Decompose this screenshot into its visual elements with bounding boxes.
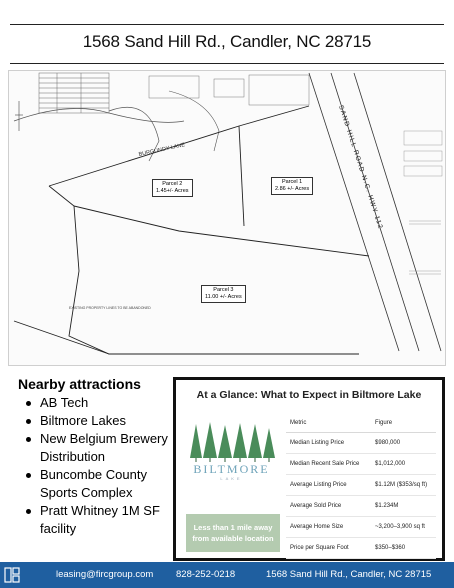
at-a-glance-panel — [173, 377, 445, 561]
biltmore-lake-logo — [184, 420, 279, 550]
trees-icon — [188, 422, 276, 462]
bullet-icon — [26, 473, 31, 478]
attractions-heading: Nearby attractions — [18, 376, 141, 392]
parcel-1-label: Parcel 1 2.86 +/- Acres — [271, 177, 313, 195]
bullet-icon — [26, 419, 31, 424]
top-rule — [10, 24, 444, 25]
list-item: Pratt Whitney 1M SF facility — [18, 502, 168, 538]
table-header-row — [286, 418, 436, 432]
bullet-icon — [26, 437, 31, 442]
footer-email-link[interactable]: leasing@fircgroup.com — [56, 569, 154, 580]
page-title: 1568 Sand Hill Rd., Candler, NC 28715 — [82, 32, 372, 51]
distance-badge: Less than 1 mile away from available location — [186, 514, 280, 552]
list-item: Buncombe County Sports Complex — [18, 466, 168, 502]
table-row: Average Listing Price $1.12M ($353/sq ft) — [286, 474, 436, 495]
table-row: Average Home Size ~3,200–3,900 sq ft — [286, 516, 436, 537]
list-item: New Belgium Brewery Distribution — [18, 430, 168, 466]
metrics-table — [286, 418, 436, 559]
footer-address: 1568 Sand Hill Rd., Candler, NC 28715 — [266, 569, 432, 580]
bullet-icon — [26, 509, 31, 514]
nearby-attractions — [18, 376, 168, 538]
parcel-3-label: Parcel 3 11.00 +/- Acres — [201, 285, 246, 303]
footer-phone-link[interactable]: 828-252-0218 — [176, 569, 236, 580]
logo-subtext: LAKE — [220, 476, 243, 481]
list-item: Biltmore Lakes — [18, 412, 168, 430]
list-item: AB Tech — [18, 394, 168, 412]
plat-drawing — [9, 71, 446, 366]
footer-bar — [0, 562, 454, 588]
road-label: SAND HILL ROAD N.C. HWY 112 — [337, 104, 384, 231]
table-row: Median Listing Price $980,000 — [286, 432, 436, 453]
column-header-metric: Metric — [286, 418, 371, 432]
table-row: Median Recent Sale Price $1,012,000 — [286, 453, 436, 474]
company-logo-icon — [4, 565, 24, 585]
table-row: Average Sold Price $1.234M — [286, 495, 436, 516]
attractions-list — [18, 394, 168, 538]
column-header-figure: Figure — [371, 418, 436, 432]
lane-label: BURGUNDY LANE — [138, 142, 186, 158]
site-plat-map — [8, 70, 446, 366]
bullet-icon — [26, 401, 31, 406]
glance-title: At a Glance: What to Expect in Biltmore Lake — [196, 389, 422, 401]
table-row: Price per Square Foot $350–$360 — [286, 537, 436, 558]
logo-wordmark: BILTMORE — [193, 462, 270, 476]
existing-lines-note: EXISTING PROPERTY LINES TO BE ABANDONED — [69, 306, 151, 310]
title-rule — [10, 63, 444, 64]
parcel-2-label: Parcel 2 1.45+/- Acres — [152, 179, 193, 197]
